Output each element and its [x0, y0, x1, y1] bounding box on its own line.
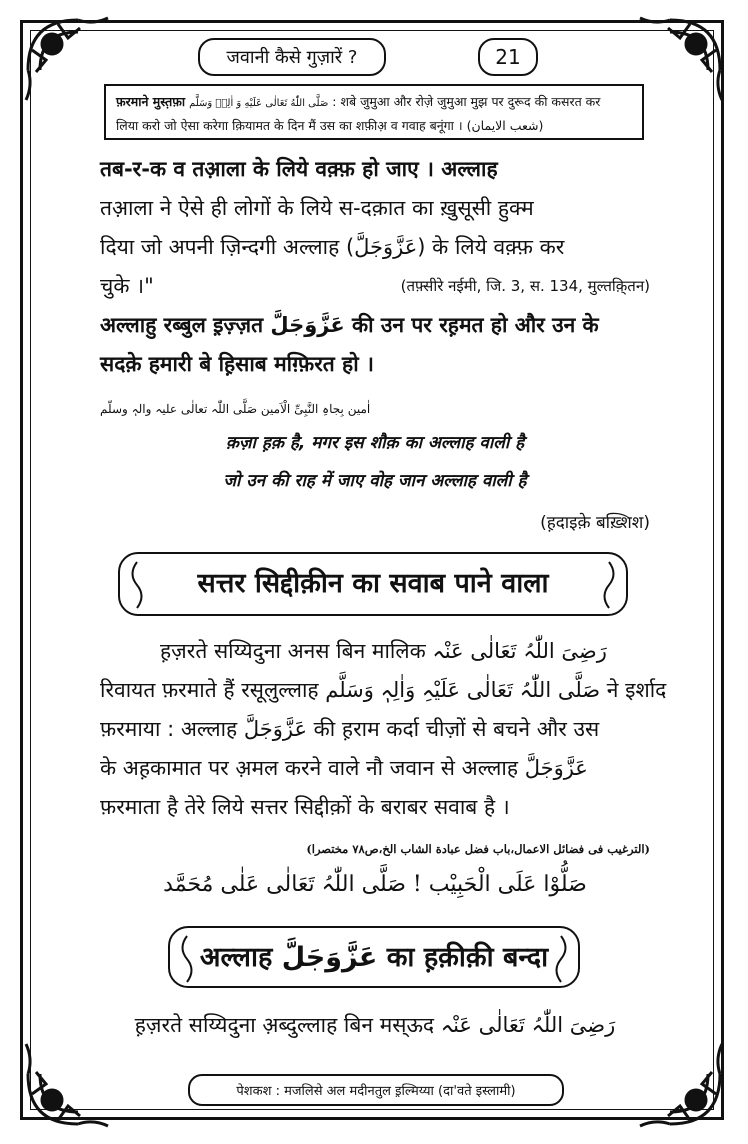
notice-text-1: : शबे जुमुआ और रोज़े जुमुआ मुझ पर दुरूद की कसरत कर — [332, 94, 601, 109]
paragraph-1-citation: (तफ़्सीरे नईमी, जि. 3, स. 134, मुल्तक़ि्तन) — [400, 277, 650, 295]
scroll-ornament-right-icon — [598, 560, 620, 610]
hadith-notice-box — [104, 84, 644, 140]
paragraph-1-line-5: अल्लाहु रब्बुल इ़ज़्ज़त عَزَّوَجَلَّ की उन पर रह़मत हो और उन के — [100, 313, 599, 337]
scroll-ornament-left-icon — [176, 934, 198, 984]
paragraph-2-line-4: के अह़कामात पर अ़मल करने वाले नौ जवान से अल्लाह عَزَّوَجَلَّ — [100, 756, 588, 780]
page-number: 21 — [478, 38, 538, 76]
section-heading-2-text: अल्लाह عَزَّوَجَلَّ का ह़क़ीक़ी बन्दा — [199, 942, 549, 973]
salat-line: صَلُّوْا عَلَی الْحَبِیْب ! صَلَّی اللّٰہُ تَعَالٰی عَلٰی مُحَمَّد — [163, 872, 587, 897]
paragraph-2-line-5: फ़रमाता है तेरे लिये सत्तर सिद्दीक़ों के बराबर सवाब है । — [100, 795, 510, 819]
notice-lead: फ़रमाने मुस्त़फ़ा — [116, 94, 186, 109]
poetry-citation: (ह़दाइक़े बख़्शिश) — [540, 513, 650, 533]
paragraph-2-line-1: ह़ज़रते सय्यिदुना अनस बिन मालिक رَضِیَ اللّٰہُ تَعَالٰی عَنْہ — [160, 639, 607, 663]
paragraph-2 — [100, 632, 667, 827]
paragraph-3: ह़ज़रते सय्यिदुना अ़ब्दुल्लाह बिन मस्ऊद رَضِیَ اللّٰہُ تَعَالٰی عَنْہ — [134, 1013, 616, 1037]
paragraph-1-line-4 — [100, 267, 650, 306]
book-title: जवानी कैसे गुज़ारें ? — [198, 38, 386, 76]
poetry-line-1: क़ज़ा ह़क़ है, मगर इस शौक़ का अल्लाह वाली है — [225, 433, 525, 453]
section-heading-2 — [168, 926, 580, 988]
scroll-ornament-right-icon — [550, 934, 572, 984]
paragraph-2-line-2: रिवायत फ़रमाते हैं रसूलुल्लाह صَلَّی اللّٰہُ تَعَالٰی عَلَیْہِ وَاٰلِہٖ وَسَلَّم ने इर्शाद — [100, 678, 667, 702]
section-heading-1-text: सत्तर सिद्दीक़ीन का सवाब पाने वाला — [197, 568, 549, 599]
notice-text-2: लिया करो जो ऐसा करेगा क़ियामत के दिन मैं उस का शफ़ीअ़ व गवाह बनूंगा । (شعب الایمان) — [116, 118, 544, 133]
paragraph-1-line-2: तआ़ला ने ऐसे ही लोगों के लिये स-दक़ात का ख़ुसूसी हुक्म — [100, 196, 534, 220]
paragraph-1-line-4-text: चुके ।" — [100, 274, 154, 298]
paragraph-2-line-3: फ़रमाया : अल्लाह عَزَّوَجَلَّ की ह़राम कर्दा चीज़ों से बचने और उस — [100, 717, 600, 741]
paragraph-1-line-6: सदक़े हमारी बे ह़िसाब मग़्फ़िरत हो । — [100, 352, 374, 376]
section-heading-1 — [118, 552, 628, 616]
dua-line: اٰمین بِجاہِ النَّبِیِّ الْاَمین صَلَّی اللّٰہ تعالٰی علیہ والہٖ وسلّم — [100, 402, 371, 416]
paragraph-1-line-3: दिया जो अपनी ज़िन्दगी अल्लाह (عَزَّوَجَلَّ) के लिये वक़्फ़ कर — [100, 235, 565, 259]
notice-line-1 — [116, 91, 632, 115]
notice-salutation: صَلَّى اللّٰهُ تَعَالٰى عَلَيْهِ وَ اٰلِهٖ وَسَلَّم — [189, 98, 329, 109]
scroll-ornament-left-icon — [126, 560, 148, 610]
poetry-line-2: जो उन की राह में जाए वोह जान अल्लाह वाली है — [223, 471, 527, 491]
publisher-footer: पेशकश : मजलिसे अल मदीनतुल इ़ल्मिय्या (दा'वते इस्लामी) — [188, 1074, 564, 1106]
paragraph-1-line-1: तब-र-क व तआ़ला के लिये वक़्फ़ हो जाए । अल्लाह — [100, 157, 498, 181]
arabic-citation: (الترغیب فی فضائل الاعمال،باب فضل عبادة الشاب الخ،ص۷۸ مختصرا) — [306, 842, 650, 856]
paragraph-1 — [100, 150, 650, 384]
